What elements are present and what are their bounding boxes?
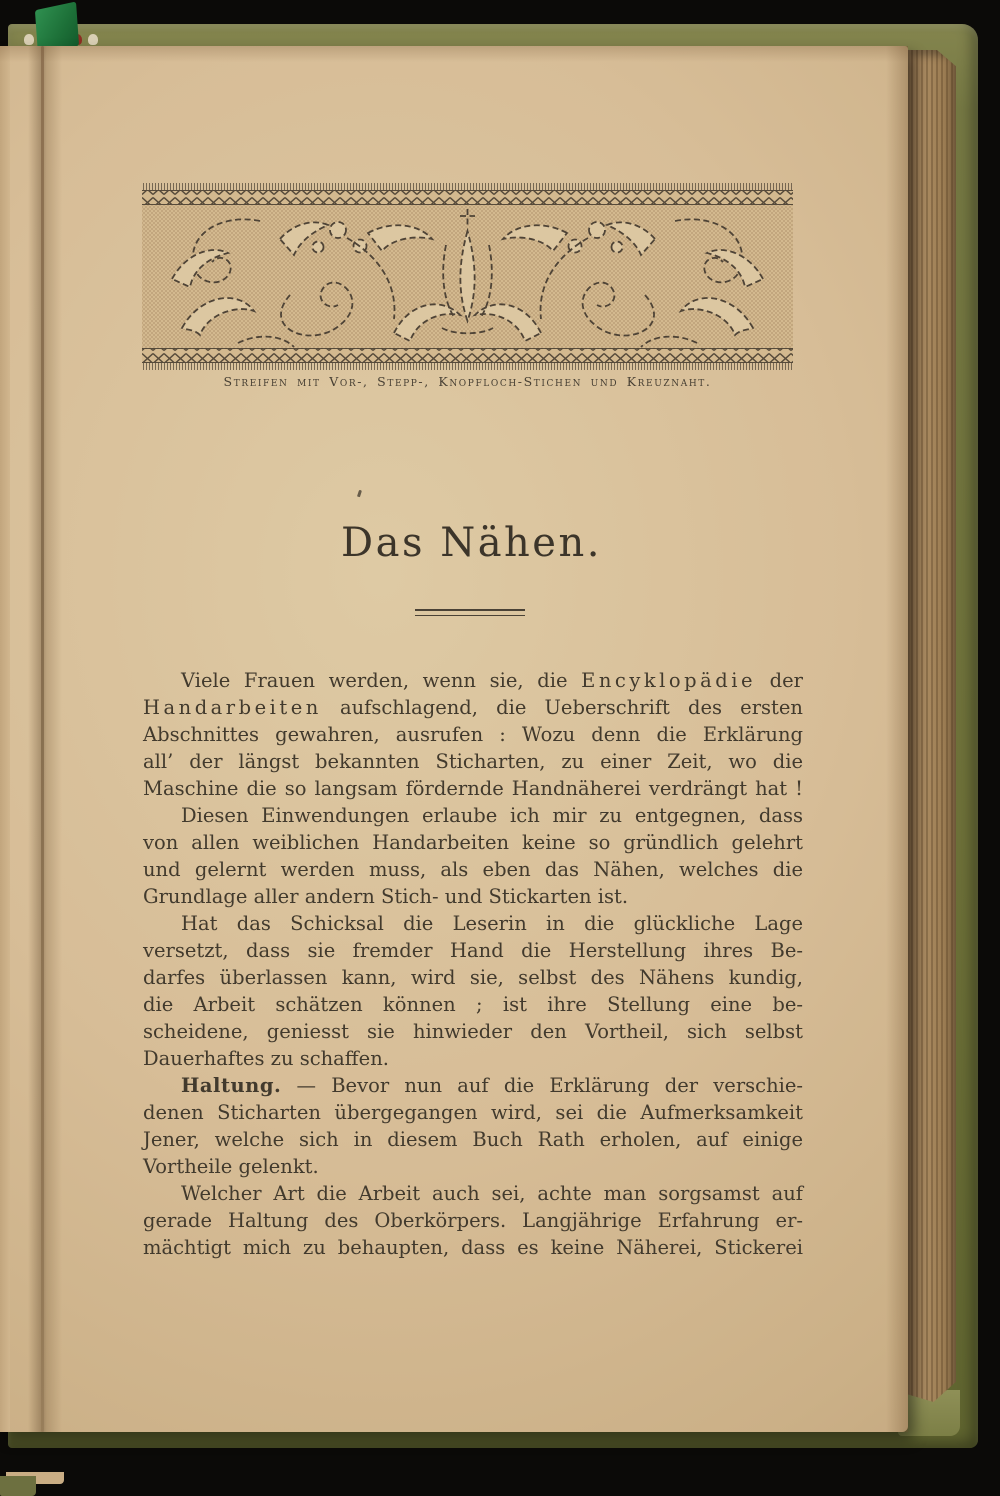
text-line: Diesen Einwendungen erlaube ich mir zu entgegnen, dass xyxy=(181,804,803,827)
band-caption: Streifen mit Vor-, Stepp-, Knopfloch-Stichen und Kreuznaht. xyxy=(223,374,712,389)
text-line: gerade Haltung des Oberkörpers. Langjährige Erfahrung er- xyxy=(143,1209,803,1232)
page-stack-edge xyxy=(906,50,956,1402)
text-line: Haltung. — Bevor nun auf die Erklärung der verschie- xyxy=(181,1074,803,1097)
stray-ink-mark xyxy=(357,490,362,498)
text-line: Welcher Art die Arbeit auch sei, achte man sorgsamst auf xyxy=(181,1182,803,1205)
text-line: Jener, welche sich in diesem Buch Rath erholen, auf einige xyxy=(143,1128,803,1151)
book-page xyxy=(0,46,908,1432)
text-line: scheidene, geniesst sie hinwieder den Vortheil, sich selbst xyxy=(143,1020,803,1043)
text-line: Hat das Schicksal die Leserin in die glückliche Lage xyxy=(181,912,803,935)
text-line: Handarbeiten aufschlagend, die Ueberschrift des ersten xyxy=(143,696,803,719)
text-line: Dauerhaftes zu schaffen. xyxy=(143,1047,389,1070)
facing-page-edge xyxy=(0,46,10,1432)
embroidery-band-illustration xyxy=(142,183,793,370)
text-line: die Arbeit schätzen können ; ist ihre Stellung eine be- xyxy=(143,993,803,1016)
text-line: versetzt, dass sie fremder Hand die Herstellung ihres Be- xyxy=(143,939,803,962)
gutter-shadow xyxy=(28,46,62,1432)
text-line: darfes überlassen kann, wird sie, selbst des Nähens kundig, xyxy=(143,966,803,989)
text-line: Viele Frauen werden, wenn sie, die Encyklopädie der xyxy=(181,669,804,692)
headband-bead xyxy=(88,34,98,45)
text-line: Grundlage aller andern Stich- und Stickarten ist. xyxy=(143,885,629,908)
gutter-crease xyxy=(41,46,44,1432)
text-line: denen Sticharten übergegangen wird, sei die Aufmerksamkeit xyxy=(143,1101,803,1124)
page-top-shadow xyxy=(0,46,908,62)
text-line: von allen weiblichen Handarbeiten keine so gründlich gelehrt xyxy=(143,831,803,854)
text-line: all’ der längst bekannten Sticharten, zu einer Zeit, wo die xyxy=(143,750,803,773)
text-line: Abschnittes gewahren, ausrufen : Wozu denn die Erklärung xyxy=(143,723,803,746)
text-line: Maschine die so langsam fördernde Handnäherei verdrängt hat ! xyxy=(143,777,803,800)
text-line: mächtigt mich zu behaupten, dass es keine Näherei, Stickerei xyxy=(143,1236,803,1259)
title-rule xyxy=(415,609,525,616)
text-line: Vortheile gelenkt. xyxy=(143,1155,319,1178)
chapter-title: Das Nähen. xyxy=(341,520,602,566)
lower-cover-sliver xyxy=(0,1476,36,1496)
page-right-shadow xyxy=(886,46,908,1432)
body-text xyxy=(143,667,803,1261)
text-line: und gelernt werden muss, als eben das Nähen, welches die xyxy=(143,858,803,881)
headband-bead xyxy=(24,34,34,45)
